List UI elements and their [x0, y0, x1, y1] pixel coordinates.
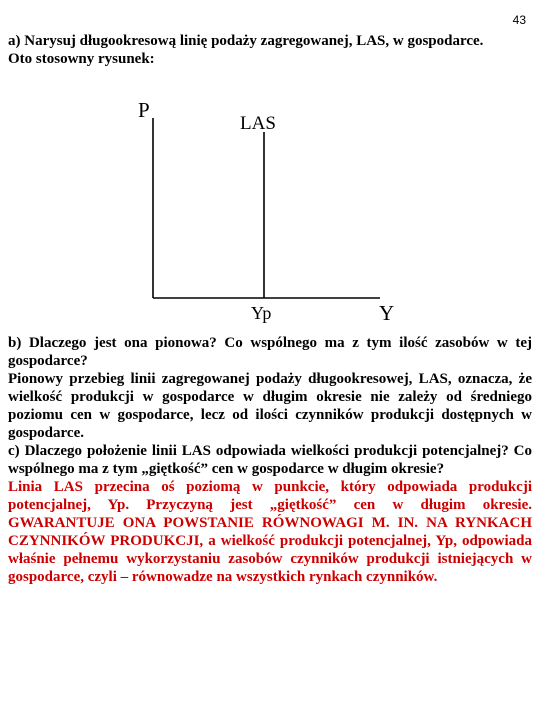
question-a: a) Narysuj długookresową linię podaży zagregowanej, LAS, w gospodarce.	[8, 33, 484, 49]
answer-b: Pionowy przebieg linii zagregowanej podaży długookresowej, LAS, oznacza, że wielkość produkcji w gospodarce w długim okresie nie zależy od średniego poziomu cen w gospodarce, lecz od ilości czynników produkcji dostępnych w gospodarce.	[8, 371, 532, 441]
intro-section	[8, 32, 532, 68]
answer-c: Linia LAS przecina oś poziomą w punkcie, który odpowiada produkcji potencjalnej, Yp. Przyczyną jest „giętkość” cen w długim okresie. GWARANTUJE ONA POWSTANIE RÓWNOWAGI M. IN. NA RYNKACH CZYNNIKÓW PRODUKCJI, a wielkość produkcji potencjalnej, Yp, odpowiada właśnie pełnemu wykorzystaniu zasobów czynników produkcji istniejących w gospodarce, czyli – równowadze na wszystkich rynkach czynników.	[8, 479, 532, 585]
potential-output-label: Yp	[251, 303, 272, 323]
question-c: c) Dlaczego położenie linii LAS odpowiada wielkości produkcji potencjalnej? Co wspólnego ma z tym „giętkość” cen w gospodarce w długim okresie?	[8, 443, 532, 477]
question-b: b) Dlaczego jest ona pionowa? Co wspólnego ma z tym ilość zasobów w tej gospodarce?	[8, 335, 532, 369]
figure-caption: Oto stosowny rysunek:	[8, 51, 155, 67]
x-axis-label: Y	[379, 301, 395, 325]
y-axis-label: P	[138, 98, 150, 122]
page-number: 43	[512, 13, 526, 27]
questions-section	[8, 334, 532, 586]
las-curve-label: LAS	[240, 113, 276, 134]
